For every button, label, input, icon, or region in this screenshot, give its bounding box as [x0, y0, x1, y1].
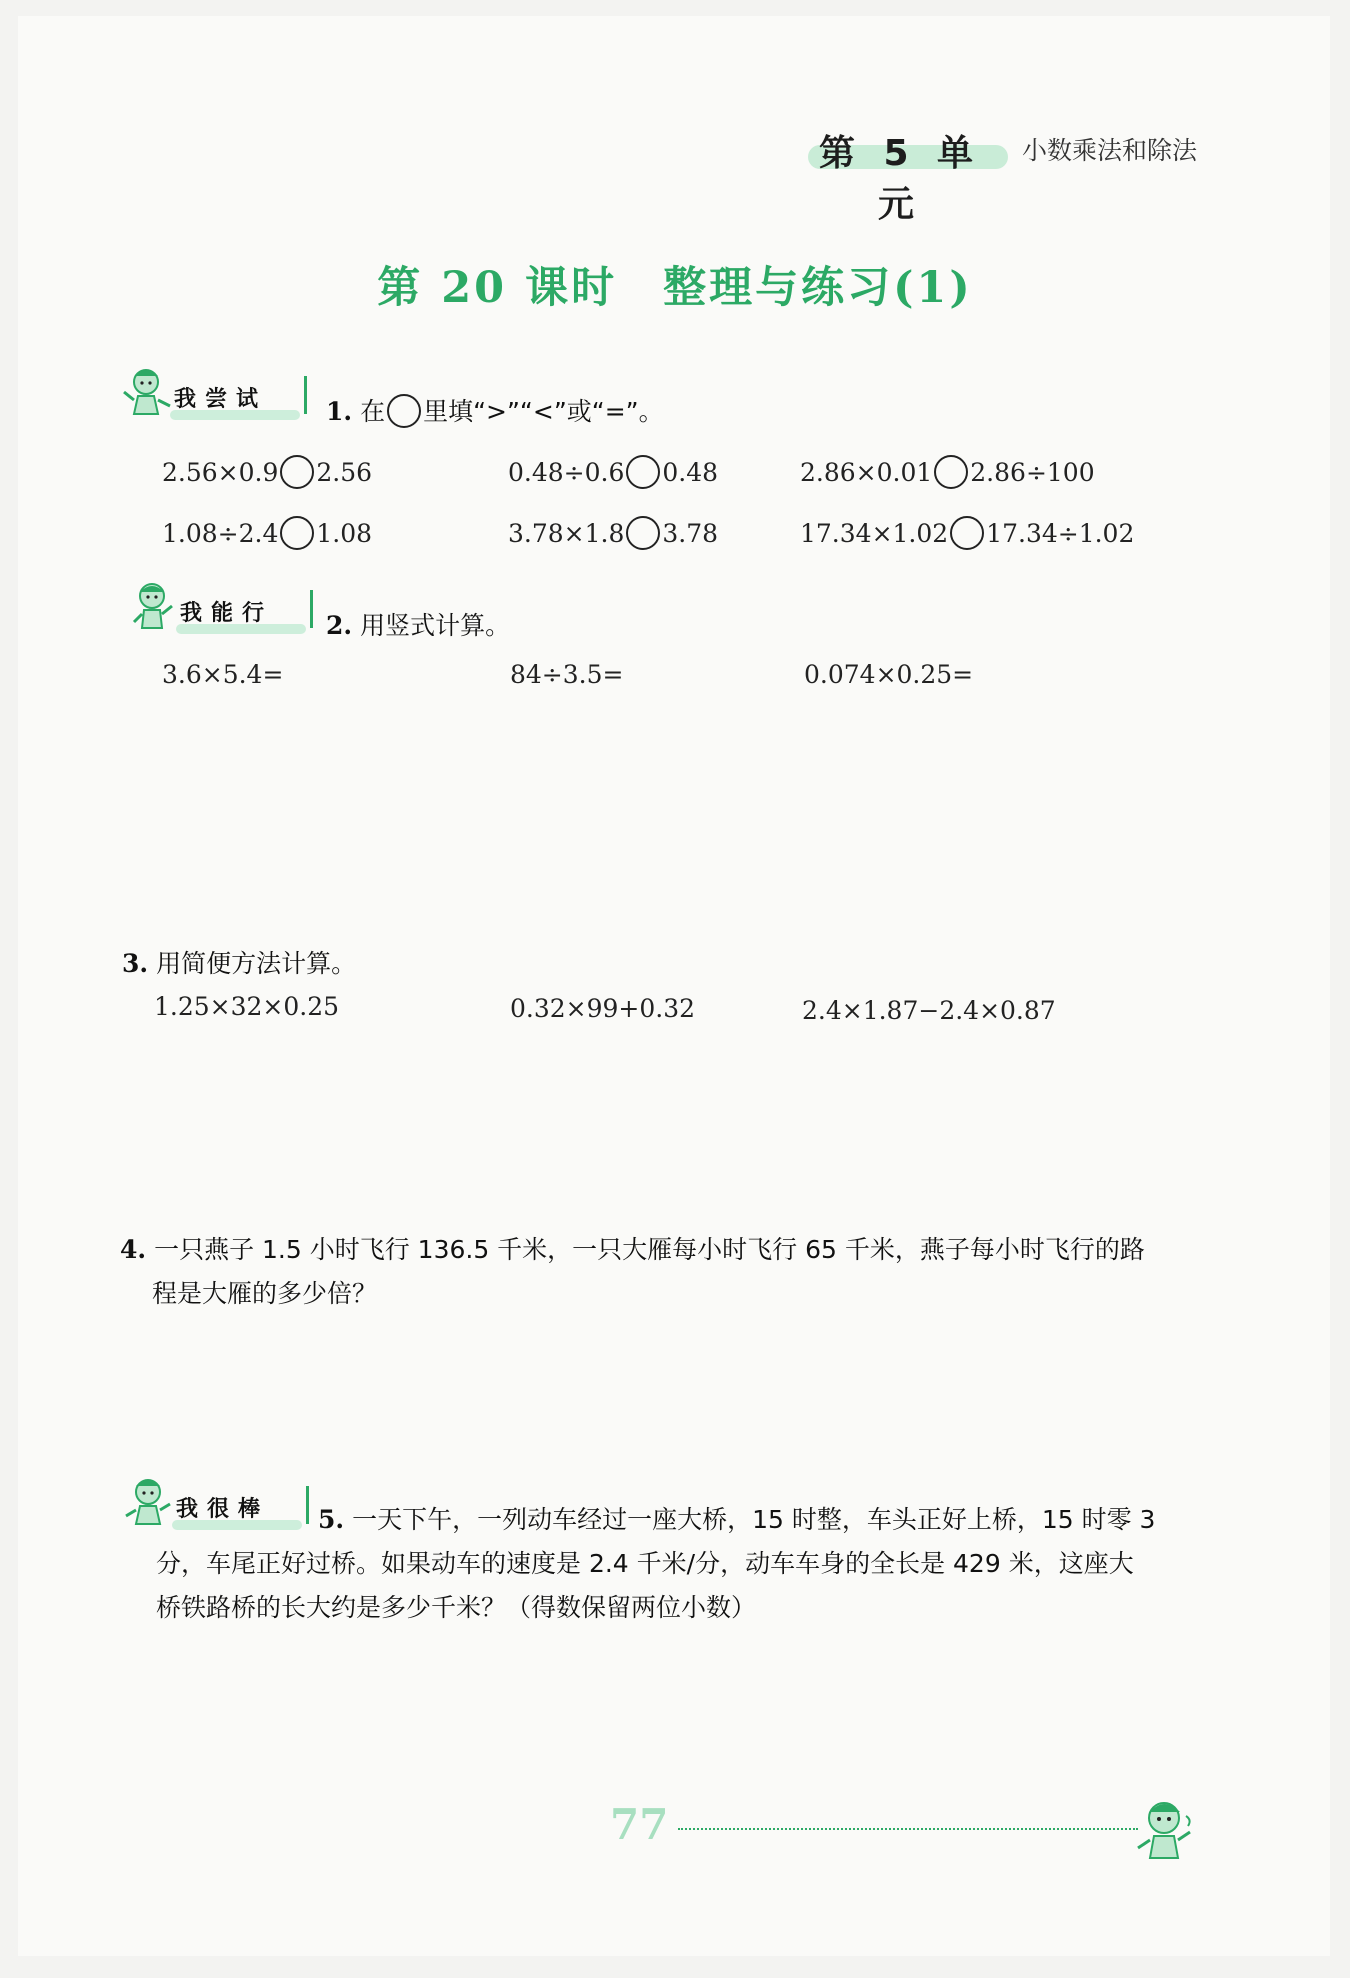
question-text: 一只燕子 1.5 小时飞行 136.5 千米，一只大雁每小时飞行 65 千米，燕子每小时飞行的路	[154, 1235, 1145, 1264]
answer-circle[interactable]	[950, 516, 984, 550]
calc-item: 3.6×5.4=	[162, 660, 284, 689]
question-number: 3.	[122, 949, 149, 978]
question-4-line	[120, 1228, 1220, 1272]
compare-right: 2.86÷100	[970, 458, 1095, 487]
compare-left: 2.56×0.9	[162, 458, 279, 487]
answer-circle[interactable]	[280, 455, 314, 489]
answer-circle[interactable]	[626, 516, 660, 550]
question-number: 2.	[326, 611, 353, 640]
compare-item	[162, 455, 372, 489]
prompt-text: 用竖式计算。	[360, 611, 511, 640]
compare-right: 17.34÷1.02	[986, 519, 1135, 548]
badge-label: 我能行	[180, 601, 274, 626]
mascot-icon	[122, 366, 174, 422]
compare-right: 1.08	[316, 519, 373, 548]
badge-label: 我尝试	[174, 387, 268, 412]
compare-item	[800, 455, 1095, 489]
question-5-line-2: 分，车尾正好过桥。如果动车的速度是 2.4 千米/分，动车车身的全长是 429 米，这座大	[156, 1549, 1134, 1578]
question-4-line: 程是大雁的多少倍？	[152, 1279, 378, 1308]
badge-label: 我很棒	[176, 1497, 270, 1522]
question-3-prompt	[122, 944, 356, 980]
question-number: 1.	[326, 397, 353, 426]
badge-great	[124, 1476, 324, 1532]
prompt-text: 在	[360, 397, 386, 426]
unit-subtitle: 小数乘法和除法	[1022, 136, 1198, 165]
prompt-text: 用简便方法计算。	[156, 949, 357, 978]
page-number: 77	[610, 1800, 669, 1849]
compare-left: 3.78×1.8	[508, 519, 625, 548]
answer-circle[interactable]	[280, 516, 314, 550]
footer-divider	[678, 1828, 1138, 1830]
compare-right: 0.48	[662, 458, 719, 487]
calc-item: 84÷3.5=	[510, 660, 624, 689]
calc-item: 0.074×0.25=	[804, 660, 974, 689]
unit-label: 第 5 单元	[818, 133, 982, 225]
compare-left: 17.34×1.02	[800, 519, 949, 548]
question-text: 一天下午，一列动车经过一座大桥，15 时整，车头正好上桥，15 时零 3	[352, 1505, 1156, 1534]
question-1-prompt	[326, 392, 664, 428]
badge-can	[128, 580, 328, 636]
badge-try	[122, 366, 322, 422]
question-5-line-3: 桥铁路桥的长大约是多少千米？（得数保留两位小数）	[156, 1593, 757, 1622]
answer-circle[interactable]	[934, 455, 968, 489]
mascot-icon	[1130, 1796, 1200, 1866]
compare-right: 3.78	[662, 519, 719, 548]
question-number: 4.	[120, 1235, 147, 1264]
mascot-icon	[128, 580, 180, 636]
compare-item	[800, 516, 1134, 550]
compare-item	[508, 455, 718, 489]
badge-divider	[310, 590, 313, 628]
question-2-prompt	[326, 606, 510, 642]
compare-left: 2.86×0.01	[800, 458, 933, 487]
calc-item: 0.32×99+0.32	[510, 994, 696, 1023]
calc-item: 2.4×1.87−2.4×0.87	[802, 996, 1056, 1025]
compare-left: 0.48÷0.6	[508, 458, 625, 487]
lesson-title: 第 20 课时 整理与练习(1)	[377, 263, 973, 313]
mascot-icon	[124, 1476, 176, 1532]
compare-left: 1.08÷2.4	[162, 519, 279, 548]
answer-circle	[387, 394, 421, 428]
question-number: 5.	[318, 1505, 345, 1534]
question-4	[120, 1228, 1220, 1316]
badge-divider	[306, 1486, 309, 1524]
question-5-line-1	[318, 1498, 1218, 1542]
answer-circle[interactable]	[626, 455, 660, 489]
prompt-text: 里填“>”“<”或“=”。	[423, 397, 664, 426]
compare-item	[162, 516, 372, 550]
badge-divider	[304, 376, 307, 414]
compare-right: 2.56	[316, 458, 373, 487]
unit-header	[800, 125, 1220, 225]
calc-item: 1.25×32×0.25	[154, 992, 340, 1021]
compare-item	[508, 516, 718, 550]
